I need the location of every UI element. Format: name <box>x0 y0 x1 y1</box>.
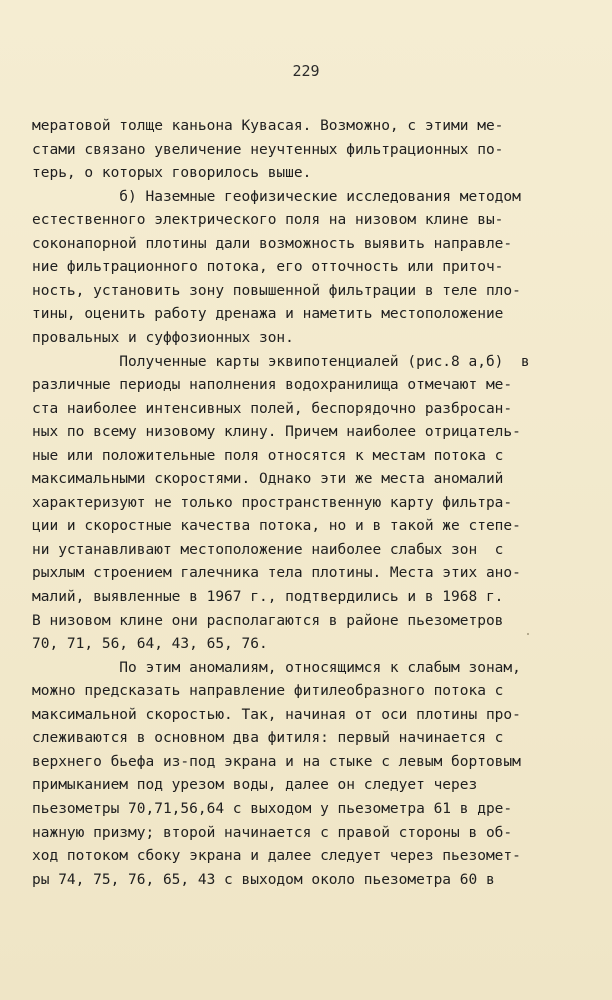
text-line: примыканием под урезом воды, далее он следует через <box>32 777 478 794</box>
text-line: тины, оценить работу дренажа и наметить местоположение <box>32 306 504 323</box>
text-line: Полученные карты эквипотенциалей (рис.8 а,б) в <box>32 353 530 370</box>
text-line: ние фильтрационного потока, его отточность или приточ- <box>32 259 504 276</box>
text-line: стами связано увеличение неучтенных фильтрационных по- <box>32 141 504 158</box>
text-line: 70, 71, 56, 64, 43, 65, 76. <box>32 636 268 653</box>
text-line: максимальной скоростью. Так, начиная от оси плотины про- <box>32 706 521 723</box>
text-line: ста наиболее интенсивных полей, беспорядочно разбросан- <box>32 400 513 417</box>
text-line: провальных и суффозионных зон. <box>32 329 294 346</box>
text-line: ность, установить зону повышенной фильтрации в теле пло- <box>32 282 521 299</box>
text-line: максимальными скоростями. Однако эти же места аномалий <box>32 471 504 488</box>
paper-speck <box>527 633 529 635</box>
text-line: терь, о которых говорилось выше. <box>32 165 312 182</box>
text-line: верхнего бьефа из-под экрана и на стыке с левым бортовым <box>32 753 521 770</box>
text-line: мератовой толще каньона Кувасая. Возможно, с этими ме- <box>32 118 504 134</box>
text-line: пьезометры 70,71,56,64 с выходом у пьезометра 61 в дре- <box>32 800 513 817</box>
text-line: ции и скоростные качества потока, но и в такой же степе- <box>32 518 521 535</box>
text-line: В низовом клине они располагаются в районе пьезометров <box>32 612 504 629</box>
page-number: 229 <box>292 62 320 80</box>
text-line: ни устанавливают местоположение наиболее слабых зон с <box>32 541 504 558</box>
text-line: малий, выявленные в 1967 г., подтвердились и в 1968 г. <box>32 589 504 605</box>
text-line: можно предсказать направление фитилеобразного потока с <box>32 683 504 700</box>
text-line: ры 74, 75, 76, 65, 43 с выходом около пьезометра 60 в <box>32 871 495 888</box>
text-line: ных по всему низовому клину. Причем наиболее отрицатель- <box>32 424 521 441</box>
text-line: По этим аномалиям, относящимся к слабым зонам, <box>32 659 521 676</box>
text-line: характеризуют не только пространственную карту фильтра- <box>32 494 513 511</box>
text-line: б) Наземные геофизические исследования методом <box>32 188 521 205</box>
text-line: ход потоком сбоку экрана и далее следует через пьезомет- <box>32 848 521 865</box>
text-line: ные или положительные поля относятся к местам потока с <box>32 447 504 464</box>
text-line: соконапорной плотины дали возможность выявить направле- <box>32 235 513 252</box>
text-line: различные периоды наполнения водохранилища отмечают ме- <box>32 377 513 394</box>
text-line: слеживаются в основном два фитиля: первый начинается с <box>32 730 504 747</box>
text-line: рыхлым строением галечника тела плотины. Места этих ано- <box>32 565 521 582</box>
text-line: естественного электрического поля на низовом клине вы- <box>32 212 504 229</box>
text-line: нажную призму; второй начинается с правой стороны в об- <box>32 824 513 841</box>
